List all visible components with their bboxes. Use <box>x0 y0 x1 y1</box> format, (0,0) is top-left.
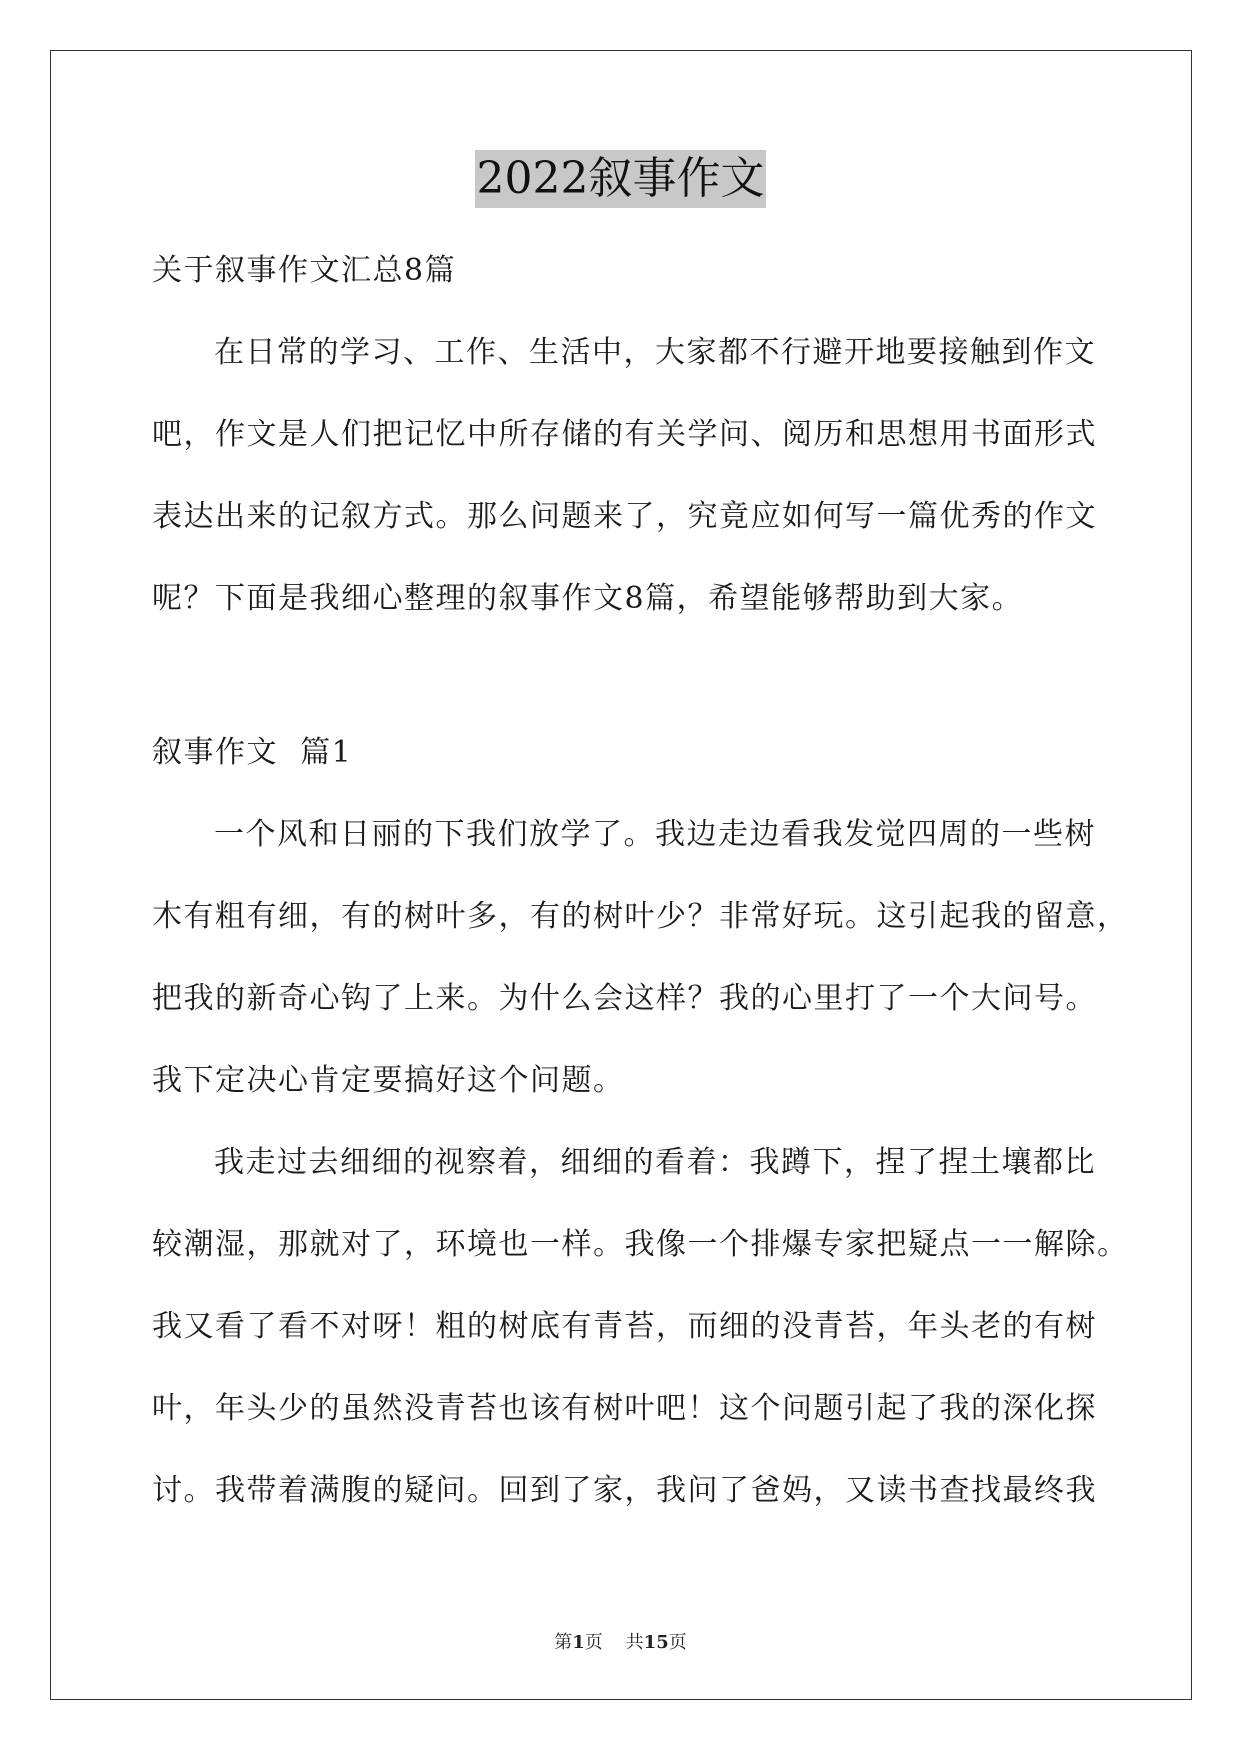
document-body <box>152 230 1129 1532</box>
intro-line: 呢？下面是我细心整理的叙事作文8篇，希望能够帮助到大家。 <box>152 581 1024 616</box>
intro-line: 吧，作文是人们把记忆中所存储的有关学问、阅历和思想用书面形式 <box>152 417 1097 452</box>
page-prefix: 第 <box>554 1632 573 1653</box>
paragraph-line: 我下定决心肯定要搞好这个问题。 <box>152 1063 625 1098</box>
document-title: 2022叙事作文 <box>475 150 767 208</box>
page-current: 1 <box>572 1632 585 1653</box>
paragraph-line: 较潮湿，那就对了，环境也一样。我像一个排爆专家把疑点一一解除。 <box>152 1227 1129 1262</box>
intro-line: 表达出来的记叙方式。那么问题来了，究竟应如何写一篇优秀的作文 <box>152 499 1097 534</box>
page-total: 15 <box>643 1632 669 1653</box>
title-container <box>0 150 1241 208</box>
paragraph-line: 木有粗有细，有的树叶多，有的树叶少？非常好玩。这引起我的留意， <box>152 899 1129 934</box>
paragraph-line: 我走过去细细的视察着，细细的看着：我蹲下，捏了捏土壤都比 <box>214 1145 1096 1180</box>
section-heading: 叙事作文 篇1 <box>152 735 353 770</box>
paragraph-line: 叶，年头少的虽然没青苔也该有树叶吧！这个问题引起了我的深化探 <box>152 1391 1097 1426</box>
section-spacer <box>152 640 1092 712</box>
intro-line: 在日常的学习、工作、生活中，大家都不行避开地要接触到作文 <box>214 335 1096 370</box>
document-subtitle: 关于叙事作文汇总8篇 <box>152 253 457 288</box>
paragraph-line: 讨。我带着满腹的疑问。回到了家，我问了爸妈，又读书查找最终我 <box>152 1473 1097 1508</box>
paragraph-line: 把我的新奇心钩了上来。为什么会这样？我的心里打了一个大问号。 <box>152 981 1097 1016</box>
page-unit: 页 <box>584 1632 603 1653</box>
total-prefix: 共 <box>625 1632 644 1653</box>
total-unit: 页 <box>668 1632 687 1653</box>
paragraph-line: 一个风和日丽的下我们放学了。我边走边看我发觉四周的一些树 <box>214 817 1096 852</box>
paragraph-line: 我又看了看不对呀！粗的树底有青苔，而细的没青苔，年头老的有树 <box>152 1309 1097 1344</box>
page-footer <box>0 1628 1241 1654</box>
